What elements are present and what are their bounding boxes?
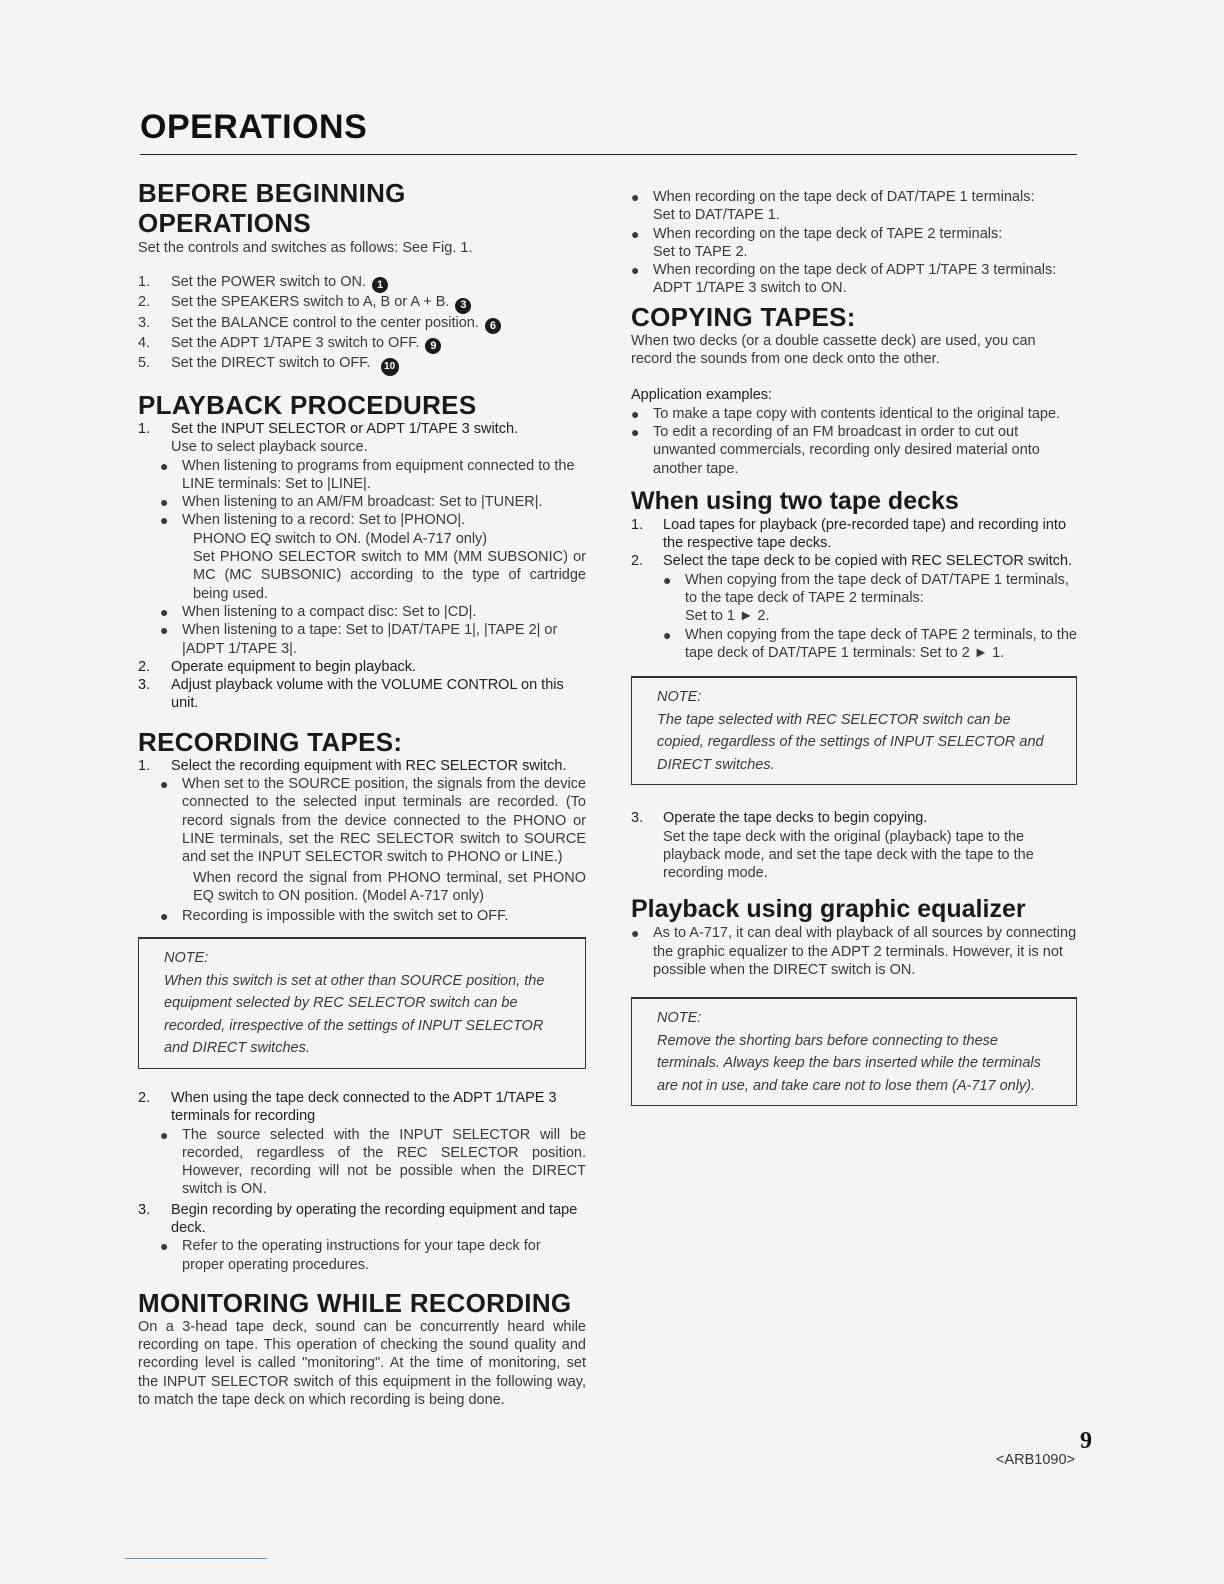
right-column <box>631 188 1077 1106</box>
title-rule <box>140 154 1077 155</box>
playback-step-1-sub: Use to select playback source. <box>171 439 368 456</box>
callout-badge: 3 <box>455 298 471 314</box>
two-decks-step-1: 1. Load tapes for playback (pre-recorded tape) and recording into the respective tape decks. <box>631 516 1067 552</box>
list-item: ● When listening to a tape: Set to |DAT/TAPE 1|, |TAPE 2| or |ADPT 1/TAPE 3|. <box>160 622 558 657</box>
note-text: When this switch is set at other than SOURCE position, the equipment selected by REC SELECTOR switch can be recorded, irrespective of the settings of INPUT SELECTOR and DIRECT switches. <box>164 972 545 1057</box>
equalizer-note-box <box>631 997 1077 1106</box>
before-step: 4. Set the ADPT 1/TAPE 3 switch to OFF. 9 <box>138 334 586 354</box>
callout-badge: 1 <box>372 277 388 293</box>
callout-badge: 6 <box>485 318 501 334</box>
list-item: ● When set to the SOURCE position, the signals from the device connected to the selected input terminals are recorded. (To record signals from the device connected to the PHONO or LINE terminals, set the REC SELECTOR switch to SOURCE and set the INPUT SELECTOR switch to PHONO or LINE.) <box>160 776 586 866</box>
before-step: 5. Set the DIRECT switch to OFF. 10 <box>138 354 586 376</box>
note-label: NOTE: <box>657 689 702 706</box>
playback-step-1: 1. Set the INPUT SELECTOR or ADPT 1/TAPE 3 switch. <box>138 421 519 437</box>
two-decks-heading: When using two tape decks <box>631 486 959 515</box>
monitoring-heading: MONITORING WHILE RECORDING <box>138 1287 572 1318</box>
playback-heading: PLAYBACK PROCEDURES <box>138 390 477 420</box>
before-steps <box>138 273 586 376</box>
list-item: ● The source selected with the INPUT SELECTOR will be recorded, regardless of the REC SELECTOR position. However, recording will not be possible when the DIRECT switch is ON. <box>160 1126 586 1198</box>
callout-badge: 10 <box>381 358 399 376</box>
phono-eq-text: PHONO EQ switch to ON. (Model A-717 only) <box>193 530 488 547</box>
left-column <box>138 178 586 1409</box>
note-text: Remove the shorting bars before connecting to these terminals. Always keep the bars inserted while the terminals are not in use, and take care not to lose them (A-717 only). <box>657 1032 1041 1094</box>
list-item: ● When recording on the tape deck of DAT/TAPE 1 terminals: Set to DAT/TAPE 1. <box>631 189 1035 224</box>
before-intro: Set the controls and switches as follows: See Fig. 1. <box>138 240 473 256</box>
recording-step-2: 2. When using the tape deck connected to the ADPT 1/TAPE 3 terminals for recording <box>138 1089 557 1125</box>
two-decks-step-3: 3. Operate the tape decks to begin copying. <box>631 810 928 827</box>
list-item: ● When recording on the tape deck of TAPE 2 terminals: Set to TAPE 2. <box>631 225 1003 260</box>
copying-heading: COPYING TAPES: <box>631 301 856 332</box>
note-text: The tape selected with REC SELECTOR switch can be copied, regardless of the settings of INPUT SELECTOR and DIRECT switches. <box>657 711 1044 773</box>
recording-heading: RECORDING TAPES: <box>138 726 403 757</box>
list-item: ● When listening to programs from equipment connected to the LINE terminals: Set to |LINE|. <box>160 457 575 492</box>
list-item: ● When listening to an AM/FM broadcast: Set to |TUNER|. <box>160 494 543 511</box>
list-item: ● Refer to the operating instructions for your tape deck for proper operating procedures. <box>160 1238 541 1273</box>
monitoring-text: On a 3-head tape deck, sound can be concurrently heard while recording on tape. This operation of checking the sound quality and recording level is called "monitoring". At the time of monitoring, set the INPUT SELECTOR switch of this equipment in the following way, to match the tape deck on which recording is being done. <box>138 1318 586 1409</box>
list-item: ● When recording on the tape deck of ADPT 1/TAPE 3 terminals: ADPT 1/TAPE 3 switch to ON. <box>631 262 1057 297</box>
callout-badge: 9 <box>425 338 441 354</box>
list-item: ● When listening to a record: Set to |PHONO|. <box>160 512 466 529</box>
list-item: ● As to A-717, it can deal with playback of all sources by connecting the graphic equalizer to the ADPT 2 terminals. However, it is not possible when the DIRECT switch is ON. <box>631 925 1077 979</box>
recording-step-3: 3. Begin recording by operating the recording equipment and tape deck. <box>138 1201 578 1236</box>
recording-note-box <box>138 937 586 1069</box>
two-decks-step-3-sub: Set the tape deck with the original (playback) tape to the playback mode, and set the tape deck with the tape to the recording mode. <box>663 828 1034 882</box>
before-heading: BEFORE BEGINNING OPERATIONS <box>138 178 406 238</box>
list-item: ● To make a tape copy with contents identical to the original tape. <box>631 405 1061 422</box>
list-item: ● When listening to a compact disc: Set to |CD|. <box>160 603 477 620</box>
two-decks-step-2: 2. Select the tape deck to be copied with REC SELECTOR switch. <box>631 553 1073 570</box>
note-label: NOTE: <box>164 950 209 967</box>
recording-phono-note: When record the signal from PHONO terminal, set PHONO EQ switch to ON position. (Model A-717 only) <box>193 869 586 904</box>
list-item: ● When copying from the tape deck of TAPE 2 terminals, to the tape deck of DAT/TAPE 1 terminals: Set to 2 ► 1. <box>663 626 1077 661</box>
two-decks-note-box <box>631 676 1077 785</box>
copying-intro: When two decks (or a double cassette deck) are used, you can record the sounds from one deck onto the other. <box>631 332 1036 368</box>
playback-step-3: 3. Adjust playback volume with the VOLUME CONTROL on this unit. <box>138 677 564 712</box>
two-decks-set: Set to 1 ► 2. <box>685 608 770 625</box>
page-number: 9 <box>1080 1428 1092 1454</box>
before-step: 2. Set the SPEAKERS switch to A, B or A + B. 3 <box>138 293 586 313</box>
list-item: ● To edit a recording of an FM broadcast in order to cut out unwanted commercials, recording only desired material onto another tape. <box>631 423 1040 477</box>
list-item: ● When copying from the tape deck of DAT/TAPE 1 terminals, to the tape deck of TAPE 2 terminals: <box>663 571 1069 607</box>
playback-step-2: 2. Operate equipment to begin playback. <box>138 658 417 675</box>
document-code: <ARB1090> <box>996 1452 1076 1468</box>
phono-selector-text: Set PHONO SELECTOR switch to MM (MM SUBSONIC) or MC (MC SUBSONIC) according to the type of cartridge being used. <box>193 549 586 602</box>
list-item: ● Recording is impossible with the switch set to OFF. <box>160 908 509 925</box>
equalizer-heading: Playback using graphic equalizer <box>631 895 1026 924</box>
application-label: Application examples: <box>631 387 773 404</box>
recording-step-1: 1. Select the recording equipment with REC SELECTOR switch. <box>138 757 567 774</box>
note-label: NOTE: <box>657 1010 702 1027</box>
footer-line <box>125 1558 267 1559</box>
page-title: OPERATIONS <box>140 108 368 146</box>
before-step: 1. Set the POWER switch to ON. 1 <box>138 273 586 293</box>
before-step: 3. Set the BALANCE control to the center position. 6 <box>138 314 586 334</box>
